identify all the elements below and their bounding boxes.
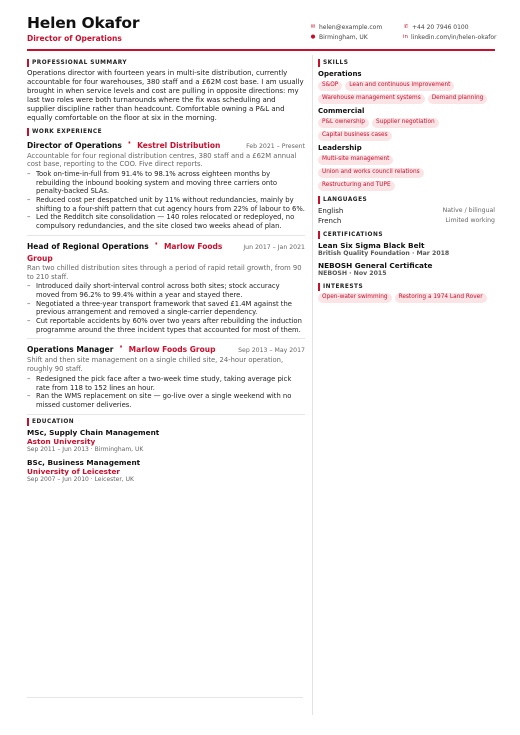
phone-icon: ✆ [403, 24, 409, 30]
language-row [318, 216, 495, 226]
education-entry [27, 428, 305, 454]
section-marker [318, 59, 320, 67]
section-title: WORK EXPERIENCE [32, 129, 103, 135]
contact-text: helen@example.com [319, 24, 383, 31]
job-dates: Feb 2021 – Present [246, 142, 305, 150]
interest-chip: Open-water swimming [318, 293, 392, 303]
mail-icon: ✉ [310, 24, 316, 30]
certification-entry [318, 241, 495, 258]
contact-item [403, 34, 495, 41]
skill-chip: S&OP [318, 81, 342, 91]
skill-chip: Restructuring and TUPE [318, 181, 395, 191]
languages-heading [318, 196, 495, 205]
job-company: Kestrel Distribution [137, 140, 221, 150]
side-column [318, 59, 495, 308]
job-description: Accountable for four regional distribution centres, 380 staff and a £62M annual cost base, reporting to the COO. Five direct reports. [27, 151, 297, 169]
language-list [318, 206, 495, 226]
education-school: University of Leicester [27, 466, 121, 476]
skill-category: Leadership [318, 143, 362, 152]
education-school: Aston University [27, 436, 96, 446]
job-separator: · [113, 337, 129, 357]
skill-chip: Supplier negotiation [372, 118, 439, 128]
job-divider [27, 338, 305, 339]
job-bullet: – Took on-time-in-full from 91.4% to 98.1% across eighteen months by rebuilding the inbound booking system and moving three carriers onto penalty-backed SLAs. [27, 170, 305, 196]
contact-text: linkedin.com/in/helen-okafor [411, 34, 497, 41]
language-row [318, 206, 495, 216]
job-entry [27, 233, 305, 335]
section-title: LANGUAGES [323, 197, 368, 203]
certification-name: NEBOSH General Certificate [318, 260, 433, 270]
job-bullet: – Led the Redditch site consolidation — 140 roles relocated or redeployed, no compulsory redundancies, and the site closed two weeks ahead of plan. [27, 213, 305, 230]
candidate-title: Director of Operations [27, 34, 122, 43]
interests-section [318, 283, 495, 303]
section-title: INTERESTS [323, 284, 364, 290]
job-divider [27, 414, 305, 415]
job-entry [27, 337, 305, 409]
job-separator: · [148, 233, 164, 253]
job-role: Director of Operations [27, 140, 122, 150]
skill-chip: Union and works council relations [318, 168, 424, 178]
header-divider [27, 49, 495, 51]
interests-heading [318, 283, 495, 292]
section-marker [318, 283, 320, 291]
job-heading [27, 337, 216, 357]
skill-chips [318, 155, 495, 191]
education-degree: MSc, Supply Chain Management [27, 427, 160, 437]
job-header [27, 337, 305, 357]
job-separator: · [121, 132, 138, 152]
job-bullets [27, 282, 305, 334]
language-level: Limited working [445, 216, 495, 224]
section-title: CERTIFICATIONS [323, 232, 384, 238]
main-column [27, 59, 305, 488]
footer-divider [27, 697, 303, 698]
skill-chip: Capital business cases [318, 131, 392, 141]
education-meta: Sep 2007 – Jun 2010 · Leicester, UK [27, 475, 134, 483]
skill-groups [318, 70, 495, 191]
skill-category: Operations [318, 69, 362, 78]
job-bullets [27, 375, 305, 410]
experience-heading [27, 128, 305, 137]
skill-chip: P&L ownership [318, 118, 369, 128]
job-divider [27, 235, 305, 236]
job-description: Ran two chilled distribution sites through a period of rapid retail growth, from 90 to 210 staff. [27, 263, 302, 281]
contact-list [310, 24, 495, 41]
job-bullet: – Negotiated a three-year transport framework that saved £1.4M against the previous arrangement and removed a single-carrier dependency. [27, 300, 305, 317]
summary-text: Operations director with fourteen years in multi-site distribution, currently accountable for four warehouses, 380 staff and a £62M cost base. I am usually brought in when service levels and cost are pulling in opposite directions: my last two roles were both turnarounds where the fix was scheduling and supplier discipline rather than headcount. Comfortable owning a P&L and equally comfortable on the floor at six in the morning. [27, 68, 304, 122]
contact-text: +44 20 7946 0100 [412, 24, 469, 31]
skills-section [318, 59, 495, 191]
section-marker [318, 196, 320, 204]
language-name: French [318, 216, 342, 225]
job-description: Shift and then site management on a single chilled site, 24-hour operation, roughly 90 staff. [27, 356, 284, 374]
contact-item [403, 24, 495, 31]
certification-name: Lean Six Sigma Black Belt [318, 240, 425, 250]
linkedin-icon: in [403, 34, 409, 40]
interest-chip: Restoring a 1974 Land Rover [395, 293, 487, 303]
certifications-section [318, 231, 495, 278]
skill-chips [318, 81, 495, 104]
column-divider [312, 55, 313, 715]
job-bullets [27, 170, 305, 231]
section-marker [27, 128, 29, 136]
certification-list [318, 241, 495, 278]
section-title: SKILLS [323, 60, 349, 66]
skill-chip: Multi-site management [318, 155, 393, 165]
candidate-name: Helen Okafor [27, 14, 140, 32]
certification-meta: NEBOSH · Nov 2015 [318, 269, 387, 277]
job-company: Marlow Foods Group [128, 345, 216, 355]
job-header [27, 233, 305, 263]
education-heading [27, 418, 305, 427]
job-bullet: – Reduced cost per despatched unit by 11% without redundancies, mainly by shifting to a four-shift pattern that cut agency hours from 22% of labour to 6%. [27, 196, 305, 213]
job-bullet: – Redesigned the pick face after a two-week time study, taking average pick rate from 118 to 152 lines an hour. [27, 375, 305, 392]
education-entry [27, 458, 305, 484]
interest-chips [318, 293, 495, 303]
job-bullet: – Introduced daily short-interval control across both sites; stock accuracy moved from 96.2% to 99.4% within a year and stayed there. [27, 282, 305, 299]
job-dates: Sep 2013 – May 2017 [238, 347, 305, 355]
job-dates: Jun 2017 – Jan 2021 [243, 243, 305, 251]
skill-chips [318, 118, 495, 141]
certification-entry [318, 261, 495, 278]
job-bullet: – Cut reportable accidents by 60% over two years after rebuilding the induction programme around the three incident types that accounted for most of them. [27, 317, 305, 334]
skills-heading [318, 59, 495, 68]
education-degree: BSc, Business Management [27, 457, 141, 467]
resume-header [27, 14, 495, 47]
certification-meta: British Quality Foundation · Mar 2018 [318, 249, 450, 257]
contact-item [310, 34, 403, 41]
job-bullet: – Ran the WMS replacement on site — go-live over a single weekend with no missed customer deliveries. [27, 392, 305, 409]
summary-heading [27, 59, 305, 68]
job-role: Head of Regional Operations [27, 241, 149, 251]
contact-text: Birmingham, UK [319, 34, 368, 41]
contact-item [310, 24, 403, 31]
section-marker [318, 231, 320, 239]
section-marker [27, 418, 29, 426]
section-title: EDUCATION [32, 419, 75, 426]
languages-section [318, 196, 495, 226]
language-name: English [318, 206, 344, 215]
skill-chip: Demand planning [428, 94, 488, 104]
language-level: Native / bilingual [442, 206, 495, 214]
skill-chip: Lean and continuous improvement [345, 81, 454, 91]
skill-chip: Warehouse management systems [318, 94, 425, 104]
section-title: PROFESSIONAL SUMMARY [32, 60, 128, 66]
education-list [27, 428, 305, 484]
location-icon: ● [310, 34, 316, 40]
job-company: Marlow Foods Group [27, 241, 223, 263]
section-marker [27, 59, 29, 67]
certifications-heading [318, 231, 495, 240]
education-meta: Sep 2011 – Jun 2013 · Birmingham, UK [27, 445, 144, 453]
skill-category: Commercial [318, 106, 365, 115]
job-role: Operations Manager [27, 345, 114, 355]
job-heading [27, 233, 243, 263]
